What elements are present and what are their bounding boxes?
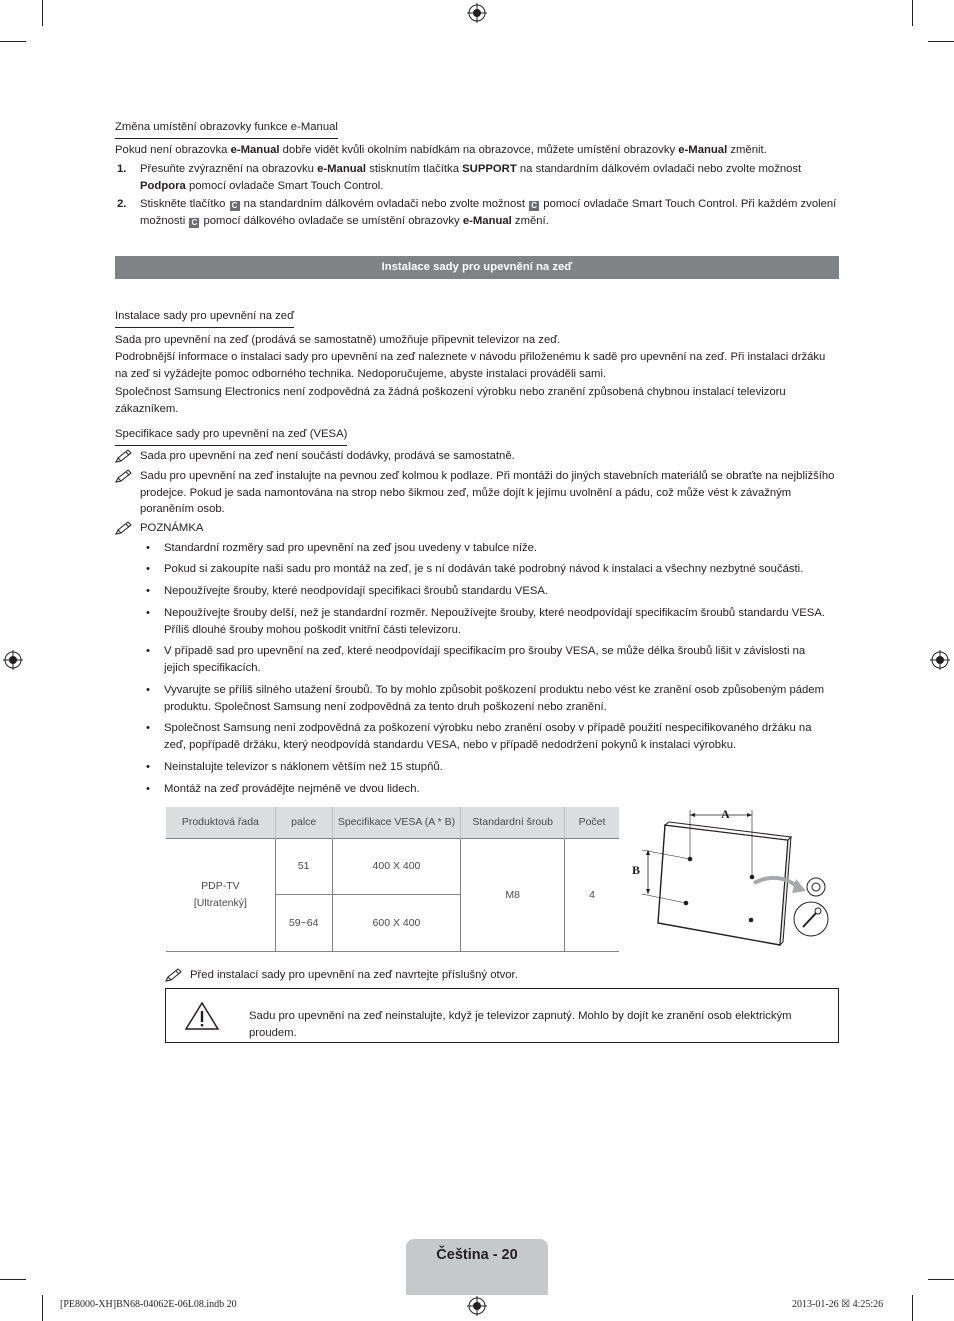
warning-box [165,988,839,1043]
table-header-cell: Produktová řada [166,807,275,839]
pencil-note-icon [115,449,133,463]
emanual-intro: Pokud není obrazovka e-Manual dobře vidět kvůli okolním nabídkám na obrazovce, můžete umístění obrazovky e-Manual změnit. [115,144,767,156]
table-cell-product-line: PDP-TV [Ultratenký] [166,839,275,952]
registration-mark-icon [467,1296,487,1316]
page-number-tab: Čeština - 20 [406,1239,548,1295]
warning-text: Sadu pro upevnění na zeď neinstalujte, když je televizor zapnutý. Mohlo by dojít ke zranění osob elektrickým proudem. [249,1010,792,1039]
table-header-cell: Počet [565,807,619,839]
crop-mark [42,0,43,26]
pencil-note-icon [115,521,133,535]
vesa-spec-table [166,807,619,952]
table-cell: 4 [565,839,619,952]
registration-mark-icon [3,650,23,670]
table-header-cell: Standardní šroub [461,807,565,839]
wall-mount-diagram [628,805,840,953]
diagram-label-b: B [632,863,641,877]
c-button-icon: C [189,218,199,228]
registration-mark-icon [930,650,950,670]
table-header-cell: palce [275,807,332,839]
wall-mount-paragraph-1: Sada pro upevnění na zeď (prodává se samostatně) umožňuje připevnit televizor na zeď. [115,334,561,346]
section-heading-vesa-spec: Specifikace sady pro upevnění na zeď (VESA) [115,426,347,446]
pencil-note-icon [165,968,183,982]
crop-mark [42,1295,43,1321]
table-row [166,839,619,895]
diagram-label-a: A [721,807,730,821]
table-header-row [166,807,619,839]
table-header-cell: Specifikace VESA (A * B) [332,807,461,839]
crop-mark [912,1295,913,1321]
crop-mark [912,0,913,26]
table-cell: 400 X 400 [332,839,461,895]
c-button-icon: C [230,201,240,211]
c-button-icon: C [529,201,539,211]
section-heading-emanual-position: Změna umístění obrazovky funkce e-Manual [115,119,338,139]
registration-mark-icon [467,3,487,23]
section-title-bar: Instalace sady pro upevnění na zeď [115,256,839,279]
wall-mount-paragraph-3: Společnost Samsung Electronics není zodpovědná za žádná poškození výrobku nebo zranění způsobená chybnou instalací televizoru zákazníkem. [115,386,786,415]
crop-mark [0,1279,26,1280]
wall-mount-paragraph-2: Podrobnější informace o instalaci sady pro upevnění na zeď naleznete v návodu přiloženému k sadě pro upevnění na zeď. Při instalaci držáku na zeď si vyžádejte pomoc odborného technika. Nedoporučujeme, abyste instalaci prováděli sami. [115,351,826,380]
print-slug-file: [PE8000-XH]BN68-04062E-06L08.indb 20 [60,1299,237,1310]
warning-triangle-icon [184,1001,220,1031]
crop-mark [0,41,26,42]
crop-mark [928,1279,954,1280]
table-cell: 59~64 [275,895,332,952]
table-cell: M8 [461,839,565,952]
table-cell: 600 X 400 [332,895,461,952]
print-slug-date: 2013-01-26 ☒ 4:25:26 [792,1299,884,1310]
pencil-note-icon [115,469,133,483]
crop-mark [928,41,954,42]
table-cell: 51 [275,839,332,895]
section-heading-wall-mount-install: Instalace sady pro upevnění na zeď [115,308,294,328]
